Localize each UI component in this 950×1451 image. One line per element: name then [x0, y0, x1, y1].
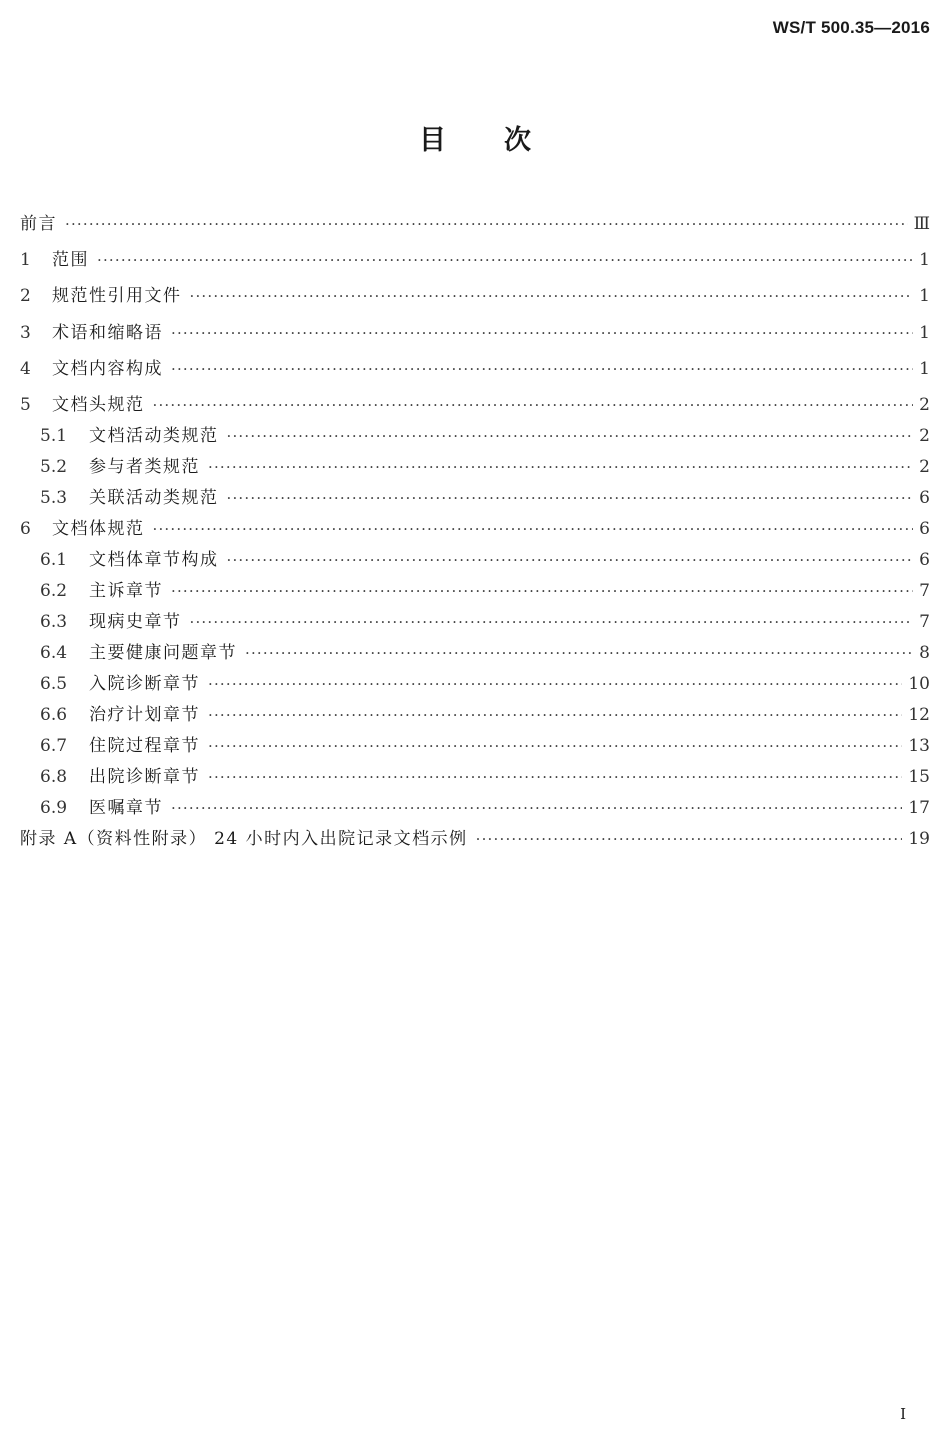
toc-leader-dots: [190, 285, 914, 307]
toc-page-number: 15: [908, 767, 930, 788]
toc-label: 文档内容构成: [52, 358, 163, 379]
toc-number: 6.3: [40, 612, 68, 633]
toc-page-number: 17: [908, 798, 930, 819]
toc-leader-dots: [227, 549, 914, 571]
toc-subentry[interactable]: [20, 673, 930, 704]
toc-label: 主要健康问题章节: [89, 643, 237, 664]
toc-page-number: 13: [908, 736, 930, 757]
toc-subentry[interactable]: [20, 456, 930, 487]
toc-page-number: 1: [919, 286, 930, 307]
toc-page-number: 6: [919, 488, 930, 509]
toc-page-number: 1: [919, 322, 930, 343]
toc-leader-dots: [227, 487, 914, 509]
toc-number: 5.2: [40, 457, 68, 478]
toc-number: 5.1: [40, 426, 68, 447]
toc-label: 规范性引用文件: [52, 286, 182, 307]
toc-label: 主诉章节: [89, 581, 163, 602]
toc-label: 术语和缩略语: [52, 322, 163, 343]
toc-leader-dots: [97, 249, 913, 271]
toc-page-number: 6: [919, 550, 930, 571]
toc-label: 文档体规范: [52, 519, 145, 540]
toc-page-number: 1: [919, 250, 930, 271]
toc-number: 6.9: [40, 798, 68, 819]
toc-leader-dots: [171, 580, 913, 602]
toc-subentry[interactable]: [20, 642, 930, 673]
toc-number: 6: [20, 519, 31, 540]
toc-page-number: 2: [919, 426, 930, 447]
toc-number: 3: [20, 322, 31, 343]
toc-number: 5.3: [40, 488, 68, 509]
toc-leader-dots: [227, 425, 914, 447]
toc-label: 住院过程章节: [89, 736, 200, 757]
toc-entry[interactable]: [20, 322, 930, 358]
toc-subentry[interactable]: [20, 487, 930, 518]
toc-number: 6.1: [40, 550, 68, 571]
toc-leader-dots: [190, 611, 914, 633]
toc-number: 4: [20, 358, 31, 379]
toc-entry-appendix-a[interactable]: [20, 828, 930, 864]
toc-page-number: 12: [908, 705, 930, 726]
toc-entry[interactable]: [20, 285, 930, 321]
toc-label: 文档活动类规范: [89, 426, 219, 447]
toc-leader-dots: [153, 394, 914, 416]
toc-page-number: 10: [908, 674, 930, 695]
toc-label: 入院诊断章节: [89, 674, 200, 695]
toc-subentry[interactable]: [20, 735, 930, 766]
toc-leader-dots: [245, 642, 913, 664]
toc-leader-dots: [65, 213, 908, 235]
toc-subentry[interactable]: [20, 549, 930, 580]
toc-subentry[interactable]: [20, 704, 930, 735]
toc-page-number: 2: [919, 394, 930, 415]
toc-leader-dots: [208, 735, 902, 757]
toc-leader-dots: [476, 828, 903, 850]
standard-code: WS/T 500.35—2016: [772, 18, 930, 37]
toc-entry[interactable]: [20, 358, 930, 394]
toc-label: 参与者类规范: [89, 457, 200, 478]
toc-label: 关联活动类规范: [89, 488, 219, 509]
toc-label: 出院诊断章节: [89, 767, 200, 788]
toc-subentry[interactable]: [20, 766, 930, 797]
toc-leader-dots: [153, 518, 914, 540]
toc-leader-dots: [208, 766, 902, 788]
toc-leader-dots: [171, 358, 913, 380]
toc-subentry[interactable]: [20, 611, 930, 642]
table-of-contents: [20, 213, 930, 865]
toc-label: 范围: [52, 250, 89, 271]
toc-page-number: Ⅲ: [913, 214, 930, 234]
toc-leader-dots: [208, 456, 913, 478]
toc-page-number: 1: [919, 358, 930, 379]
toc-page-number: 8: [919, 643, 930, 664]
toc-subentry[interactable]: [20, 425, 930, 456]
toc-page-number: 19: [908, 829, 930, 850]
toc-subentry[interactable]: [20, 580, 930, 611]
toc-label: 前言: [20, 214, 57, 234]
toc-leader-dots: [171, 797, 902, 819]
toc-page-number: 7: [919, 612, 930, 633]
toc-number: 1: [20, 250, 31, 271]
toc-number: 6.8: [40, 767, 68, 788]
toc-label: 现病史章节: [89, 612, 182, 633]
toc-number: 5: [20, 394, 31, 415]
toc-number: 6.4: [40, 643, 68, 664]
toc-page-number: 2: [919, 457, 930, 478]
toc-number: 6.6: [40, 705, 68, 726]
toc-label: 附录 A（资料性附录） 24 小时内入出院记录文档示例: [20, 829, 468, 850]
toc-entry-preface[interactable]: [20, 213, 930, 249]
page-number-footer: Ⅰ: [900, 1405, 906, 1423]
toc-leader-dots: [208, 673, 902, 695]
toc-number: 6.2: [40, 581, 68, 602]
toc-number: 6.7: [40, 736, 68, 757]
toc-leader-dots: [171, 322, 913, 344]
toc-label: 治疗计划章节: [89, 705, 200, 726]
toc-leader-dots: [208, 704, 902, 726]
toc-page-number: 7: [919, 581, 930, 602]
toc-subentry[interactable]: [20, 797, 930, 828]
toc-label: 医嘱章节: [89, 798, 163, 819]
toc-number: 6.5: [40, 674, 68, 695]
toc-page-number: 6: [919, 519, 930, 540]
page-title: 目次: [419, 125, 589, 156]
toc-number: 2: [20, 286, 31, 307]
toc-entry[interactable]: [20, 249, 930, 285]
toc-label: 文档头规范: [52, 394, 145, 415]
toc-label: 文档体章节构成: [89, 550, 219, 571]
